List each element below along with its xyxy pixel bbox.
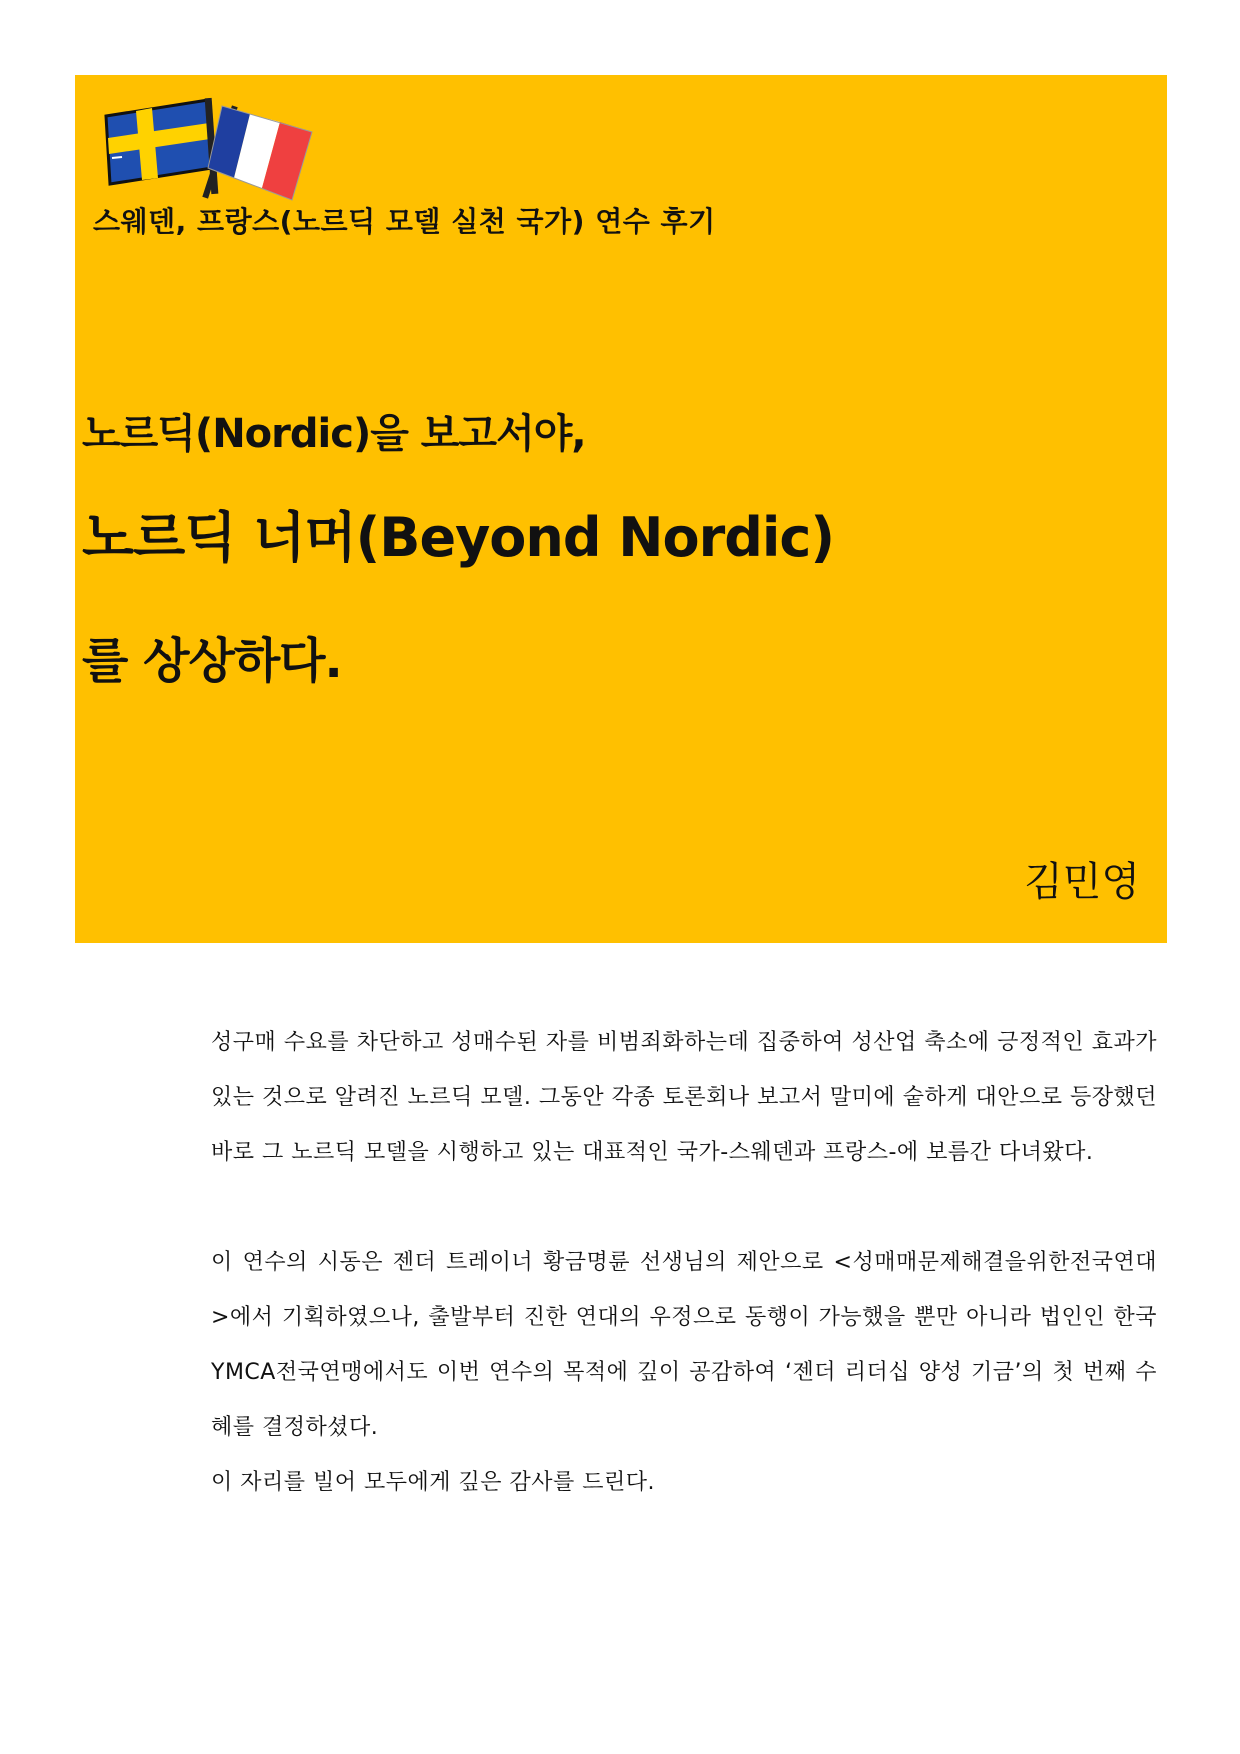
paragraph-spacer xyxy=(211,1180,1157,1235)
sweden-flag-icon xyxy=(106,100,212,184)
body-text xyxy=(211,1015,1157,1510)
flags-illustration xyxy=(100,96,340,206)
headline-line-3: 를 상상하다. xyxy=(82,633,342,689)
paragraph-intro: 성구매 수요를 차단하고 성매수된 자를 비범죄화하는데 집중하여 성산업 축소에 긍정적인 효과가 있는 것으로 알려진 노르딕 모델. 그동안 각종 토론회나 보고서 말미에 숱하게 대안으로 등장했던 바로 그 노르딕 모델을 시행하고 있는 대표적인 국가-스웨덴과 프랑스-에 보름간 다녀왔다. xyxy=(211,1030,1157,1165)
headline-line-2: 노르딕 너머(Beyond Nordic) xyxy=(82,506,835,569)
cover-subtitle: 스웨덴, 프랑스(노르딕 모델 실천 국가) 연수 후기 xyxy=(93,205,716,238)
paragraph-thanks: 이 자리를 빌어 모두에게 깊은 감사를 드린다. xyxy=(211,1470,655,1495)
author-name: 김민영 xyxy=(1024,859,1140,905)
headline-line-1: 노르딕(Nordic)을 보고서야, xyxy=(82,411,586,457)
france-flag-icon xyxy=(208,106,312,200)
paragraph-background: 이 연수의 시동은 젠더 트레이너 황금명륜 선생님의 제안으로 <성매매문제해결을위한전국연대>에서 기획하였으나, 출발부터 진한 연대의 우정으로 동행이 가능했을 뿐만 아니라 법인인 한국YMCA전국연맹에서도 이번 연수의 목적에 깊이 공감하여 ‘젠더 리더십 양성 기금’의 첫 번째 수혜를 결정하셨다. xyxy=(211,1250,1157,1440)
